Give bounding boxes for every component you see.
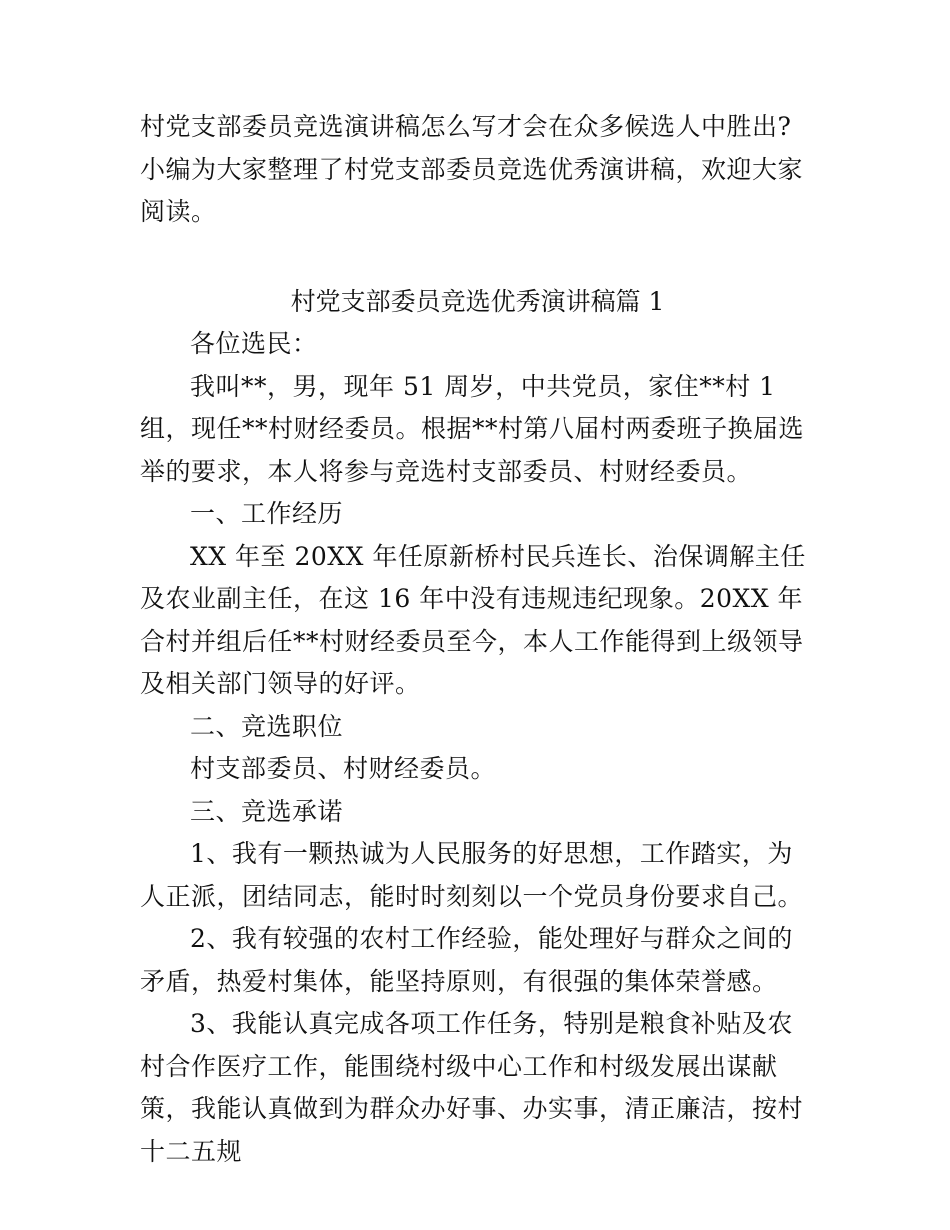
list-item: 1、我有一颗热诚为人民服务的好思想，工作踏实，为人正派，团结同志，能时时刻刻以一个党员身份要求自己。 [140,839,804,911]
list-item: 2、我有较强的农村工作经验，能处理好与群众之间的矛盾，热爱村集体，能坚持原则，有很强的集体荣誉感。 [140,924,793,996]
section-heading: 三、竞选承诺 [190,796,344,826]
section-heading: 一、工作经历 [190,499,344,528]
section-heading: 二、竞选职位 [190,711,344,741]
salutation: 各位选民： [190,329,318,358]
body-paragraph: 我叫**，男，现年 51 周岁，中共党员，家住**村 1 组，现任**村财经委员。根据**村第八届村两委班子换届选举的要求，本人将参与竞选村支部委员、村财经委员。 [140,371,805,486]
intro-paragraph: 村党支部委员竞选演讲稿怎么写才会在众多候选人中胜出?小编为大家整理了村党支部委员竞选优秀演讲稿，欢迎大家阅读。 [140,112,804,226]
list-item: 3、我能认真完成各项工作任务，特别是粮食补贴及农村合作医疗工作，能围绕村级中心工作和村级发展出谋献策，我能认真做到为群众办好事、办实事，清正廉洁，按村十二五规 [140,1009,804,1166]
document-body [140,323,815,1173]
document-title: 村党支部委员竞选优秀演讲稿篇 1 [290,287,665,316]
body-paragraph: XX 年至 20XX 年任原新桥村民兵连长、治保调解主任及农业副主任，在这 16 年中没有违规违纪现象。20XX 年合村并组后任**村财经委员至今，本人工作能得到上级领导及相关部门领导的好评。 [140,541,806,698]
body-paragraph: 村支部委员、村财经委员。 [190,754,497,783]
